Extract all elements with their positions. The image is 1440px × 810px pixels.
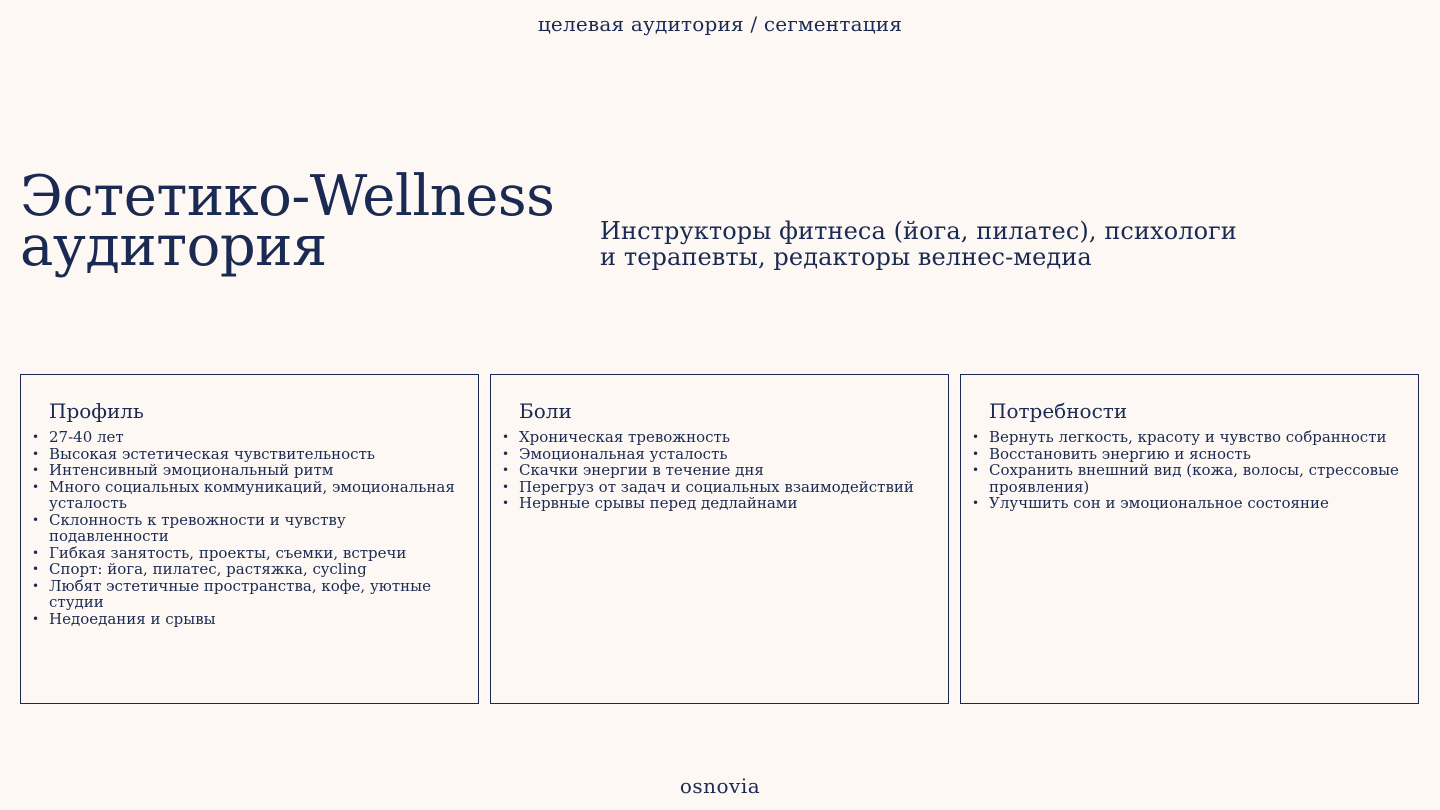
- subtitle-line-2: и терапевты, редакторы велнес-медиа: [600, 243, 1092, 271]
- list-item: • Много социальных коммуникаций, эмоциональная усталость: [49, 479, 466, 512]
- list-item: • Спорт: йога, пилатес, растяжка, cycling: [49, 561, 466, 578]
- list-item: • 27-40 лет: [49, 429, 466, 446]
- footer-brand: osnovia: [679, 774, 761, 798]
- list-item: • Хроническая тревожность: [519, 429, 936, 446]
- card-profile: [20, 374, 479, 704]
- card-list: [519, 429, 936, 512]
- list-item: • Улучшить сон и эмоциональное состояние: [989, 495, 1406, 512]
- list-item: • Вернуть легкость, красоту и чувство собранности: [989, 429, 1406, 446]
- list-item: • Скачки энергии в течение дня: [519, 462, 936, 479]
- main-title: [20, 164, 555, 279]
- card-list: [49, 429, 466, 627]
- card-title: Профиль: [49, 399, 144, 423]
- card-pains: [490, 374, 949, 704]
- card-list: [989, 429, 1406, 512]
- list-item: • Высокая эстетическая чувствительность: [49, 446, 466, 463]
- main-title-line-2: аудитория: [20, 214, 327, 279]
- main-title-line-1: Эстетико-Wellness: [20, 164, 555, 229]
- list-item: • Интенсивный эмоциональный ритм: [49, 462, 466, 479]
- card-title: Потребности: [989, 399, 1128, 423]
- subtitle-line-1: Инструкторы фитнеса (йога, пилатес), психологи: [600, 217, 1237, 245]
- list-item: • Перегруз от задач и социальных взаимодействий: [519, 479, 936, 496]
- list-item: • Эмоциональная усталость: [519, 446, 936, 463]
- audience-subtitle: [600, 218, 1237, 270]
- slide-header-title: целевая аудитория / сегментация: [537, 12, 903, 36]
- list-item: • Склонность к тревожности и чувству подавленности: [49, 512, 466, 545]
- list-item: • Любят эстетичные пространства, кофе, уютные студии: [49, 578, 466, 611]
- list-item: • Гибкая занятость, проекты, съемки, встречи: [49, 545, 466, 562]
- list-item: • Сохранить внешний вид (кожа, волосы, стрессовые проявления): [989, 462, 1406, 495]
- card-needs: [960, 374, 1419, 704]
- list-item: • Восстановить энергию и ясность: [989, 446, 1406, 463]
- list-item: • Недоедания и срывы: [49, 611, 466, 628]
- list-item: • Нервные срывы перед дедлайнами: [519, 495, 936, 512]
- card-title: Боли: [519, 399, 572, 423]
